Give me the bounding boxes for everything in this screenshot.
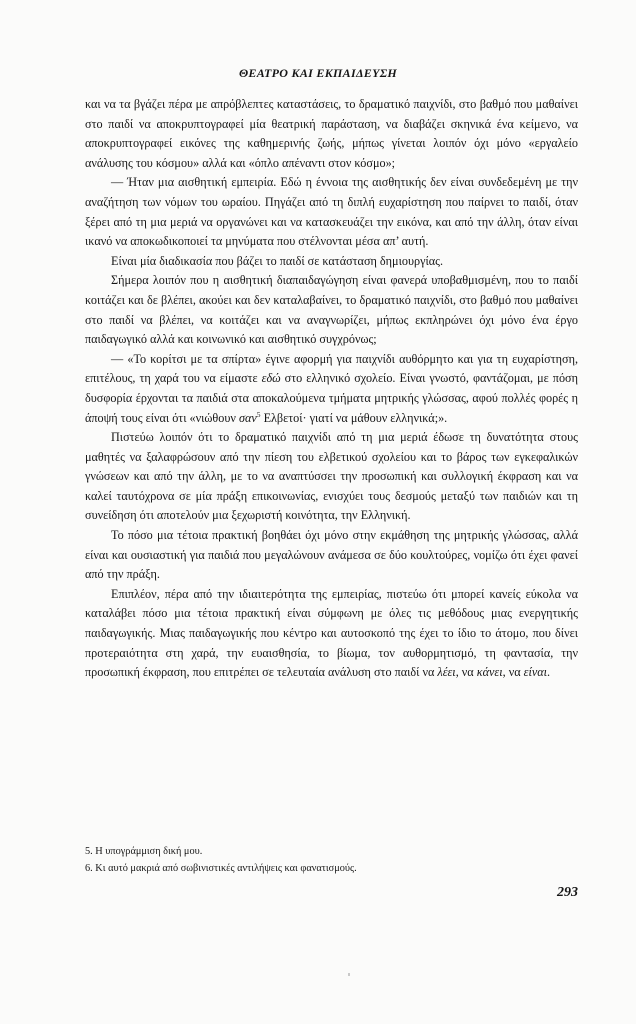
footnotes <box>85 843 578 877</box>
paragraph-8-text: Επιπλέον, πέρα από την ιδιαιτερότητα της εμπειρίας, πιστεύω ότι μπορεί κανείς εύκολα να καταλάβει πόσο μια τέτοια πρακτική είναι σύμφωνη με όλες τις μεθόδους μιας ενεργητικής παιδαγωγικής. Μιας παιδαγωγικής που κέντρο και αυτοσκοπό της έχει το ίδιο το άτομο, που δίνει προτεραιότητα στη χαρά, την ευαισθησία, το βίωμα, τον αυθορμητισμό, τη φαντασία, την προσωπική έκφραση, που επιτρέπει σε τελευταία ανάλυση στο παιδί να <box>85 586 578 680</box>
paragraph-8 <box>85 585 578 683</box>
paragraph-5 <box>85 350 578 428</box>
paragraph-1: και να τα βγάζει πέρα με απρόβλεπτες καταστάσεις, το δραματικό παιχνίδι, στο βαθμό που μαθαίνει στο παιδί να αποκρυπτογραφεί μία θεατρική παράσταση, να διαβάζει σκηνικά ένα κείμενο, να αποκρυπτογραφεί εικόνες της καθημερινής ζωής, μήπως γίνεται λοιπόν όχι μόνο «εργαλείο ανάλυσης του κόσμου» αλλά και «όπλο απέναντι στον κόσμο»; <box>85 97 578 170</box>
scan-speck <box>348 973 350 976</box>
emphasis-san: σαν <box>238 410 257 425</box>
paragraph-2: — Ήταν μια αισθητική εμπειρία. Εδώ η έννοια της αισθητικής δεν είναι συνδεδεμένη με την αναζήτηση των νόμων του ωραίου. Πηγάζει από τη διπλή ευχαρίστηση που παίρνει το παιδί, όταν ξέρει από τη μια μεριά να οργανώνει και να κατασκευάζει την εικόνα, και από την άλλη, όταν είναι ικανό να αποκωδικοποιεί τα μηνύματα που στέλνονται μέσα απ’ αυτή. <box>85 175 578 249</box>
paragraph-7: Το πόσο μια τέτοια πρακτική βοηθάει όχι μόνο στην εκμάθηση της μητρικής γλώσσας, αλλά είναι και ουσιαστική για παιδιά που μεγαλώνουν ανάμεσα σε δύο κουλτούρες, νομίζω ότι έχει φανεί από την πράξη. <box>85 528 578 582</box>
paragraph-3: Είναι μία διαδικασία που βάζει το παιδί σε κατάσταση δημιουργίας. <box>111 253 443 268</box>
separator-1: , να <box>455 665 477 680</box>
emphasis-leei: λέει <box>437 665 456 680</box>
separator-2: , να <box>502 665 524 680</box>
emphasis-kanei: κάνει <box>476 665 503 680</box>
footnote-6: 6. Κι αυτό μακριά από σωβινιστικές αντιλήψεις και φανατισμούς. <box>85 863 357 874</box>
emphasis-edo: εδώ <box>261 371 281 386</box>
page-number: 293 <box>557 885 578 900</box>
running-head: ΘΕΑΤΡΟ ΚΑΙ ΕΚΠΑΙΔΕΥΣΗ <box>238 66 398 80</box>
paragraph-5-text-b: στο ελληνικό σχολείο. Είναι γνωστό, φαντάζομαι, με πόση δυσφορία έρχονται τα παιδιά στα αποκαλούμενα τμήματα μητρικής γλώσσας, αφού πολλές φορές η άποψή τους είναι ότι «νιώθουν <box>85 371 578 425</box>
paragraph-5-text-a: — «Το κορίτσι με τα σπίρτα» έγινε αφορμή για παιχνίδι αυθόρμητο και για τη ευχαρίστηση, επιτέλους, τη χαρά του να είμαστε <box>85 351 578 386</box>
paragraph-4: Σήμερα λοιπόν που η αισθητική διαπαιδαγώγηση είναι φανερά υποβαθμισμένη, που το παιδί κοιτάζει και δε βλέπει, ακούει και δεν καταλαβαίνει, το δραματικό παιχνίδι, στο βαθμό που μαθαίνει στο παιδί να βλέπει, να κοιτάζει και να αναγνωρίζει, μήπως εκπληρώνει όχι μόνο ένα έργο παιδαγωγικό αλλά και κοινωνικό και αισθητικό συγχρόνως; <box>85 273 578 347</box>
body-text <box>85 95 578 683</box>
paragraph-6: Πιστεύω λοιπόν ότι το δραματικό παιχνίδι από τη μια μεριά έδωσε τη δυνατότητα στους μαθητές να ξαλαφρώσουν από την πίεση του ελβετικού σχολείου και το βάρος των εγκεφαλικών γνώσεων και από την άλλη, με το να αναπτύσσει την προσωπική και συλλογική έκφραση και να καλεί ταυτόχρονα σε μία πράξη επικοινωνίας, ενισχύει τους δεσμούς μεταξύ των παιδιών και τη συνείδηση ότι αποτελούν μια ξεχωριστή κοινότητα, την Ελληνική. <box>85 430 578 523</box>
emphasis-einai: είναι <box>523 665 548 680</box>
paragraph-8-end: . <box>547 665 551 680</box>
footnote-ref-5: 5 <box>256 409 261 419</box>
footnote-5: 5. Η υπογράμμιση δική μου. <box>85 846 203 857</box>
paragraph-5-text-c: Ελβετοί· γιατί να μάθουν ελληνικά;». <box>260 410 448 425</box>
